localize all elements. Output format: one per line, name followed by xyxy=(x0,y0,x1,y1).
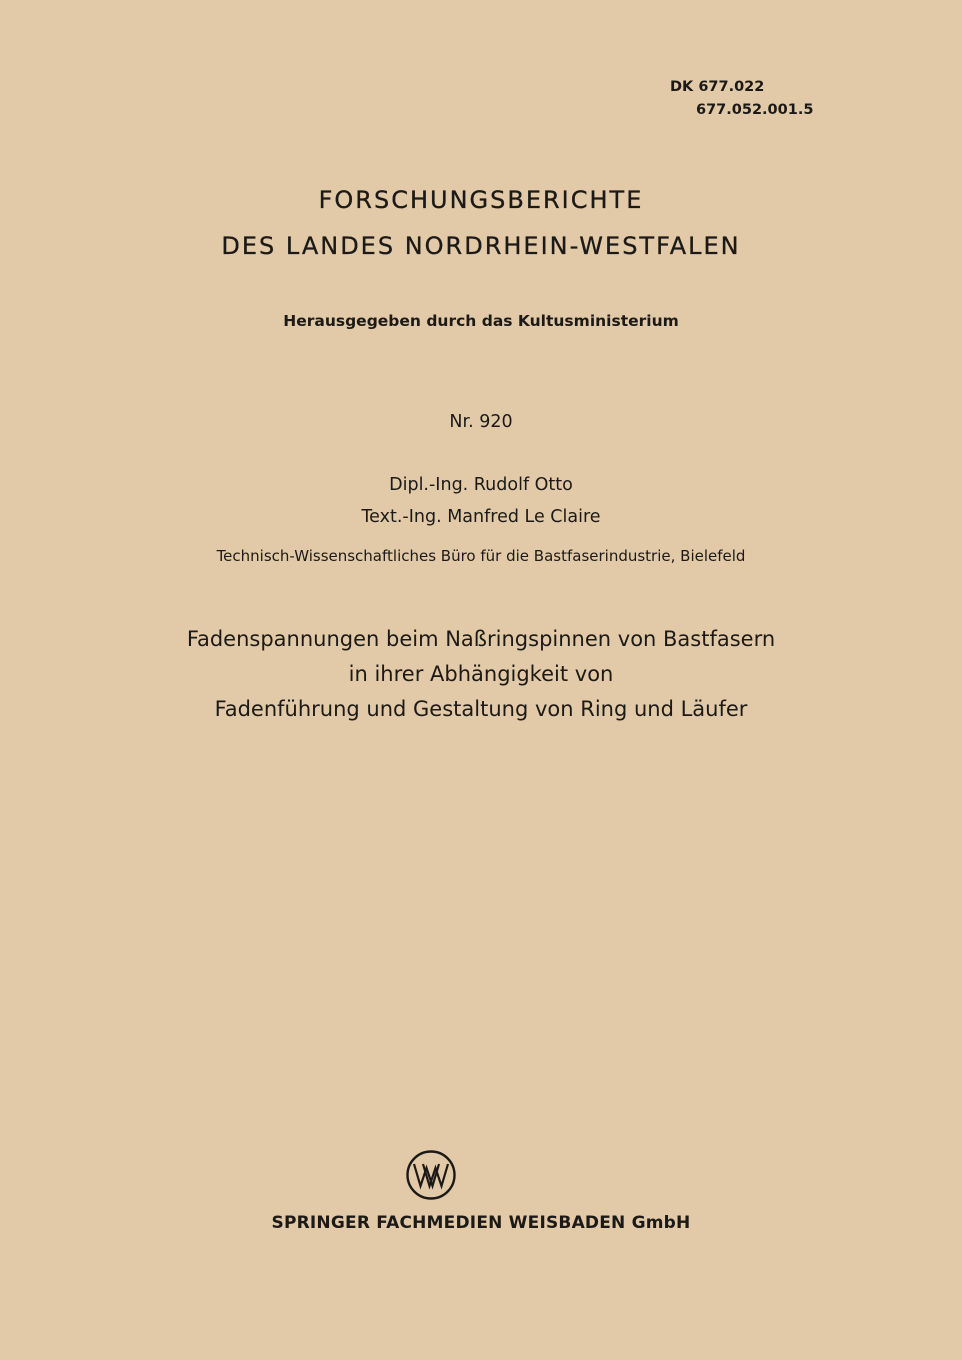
title-line-2: in ihrer Abhängigkeit von xyxy=(348,662,614,686)
series-title-line-1: FORSCHUNGSBERICHTE xyxy=(318,186,644,214)
springer-logo-icon xyxy=(405,1149,457,1201)
report-number: Nr. 920 xyxy=(449,412,513,432)
author-1: Dipl.-Ing. Rudolf Otto xyxy=(389,475,573,495)
editor-note: Herausgegeben durch das Kultusministerium xyxy=(283,312,679,330)
series-title-line-2: DES LANDES NORDRHEIN-WESTFALEN xyxy=(221,232,741,260)
title-line-1: Fadenspannungen beim Naßringspinnen von Bastfasern xyxy=(186,627,776,651)
institution: Technisch-Wissenschaftliches Büro für die Bastfaserindustrie, Bielefeld xyxy=(216,547,746,565)
classification-line-1: DK 677.022 xyxy=(670,79,765,95)
publisher-imprint: SPRINGER FACHMEDIEN WEISBADEN GmbH xyxy=(271,1213,691,1233)
author-2: Text.-Ing. Manfred Le Claire xyxy=(361,507,601,527)
classification-line-2: 677.052.001.5 xyxy=(696,102,814,118)
title-line-3: Fadenführung und Gestaltung von Ring und Läufer xyxy=(214,697,748,721)
